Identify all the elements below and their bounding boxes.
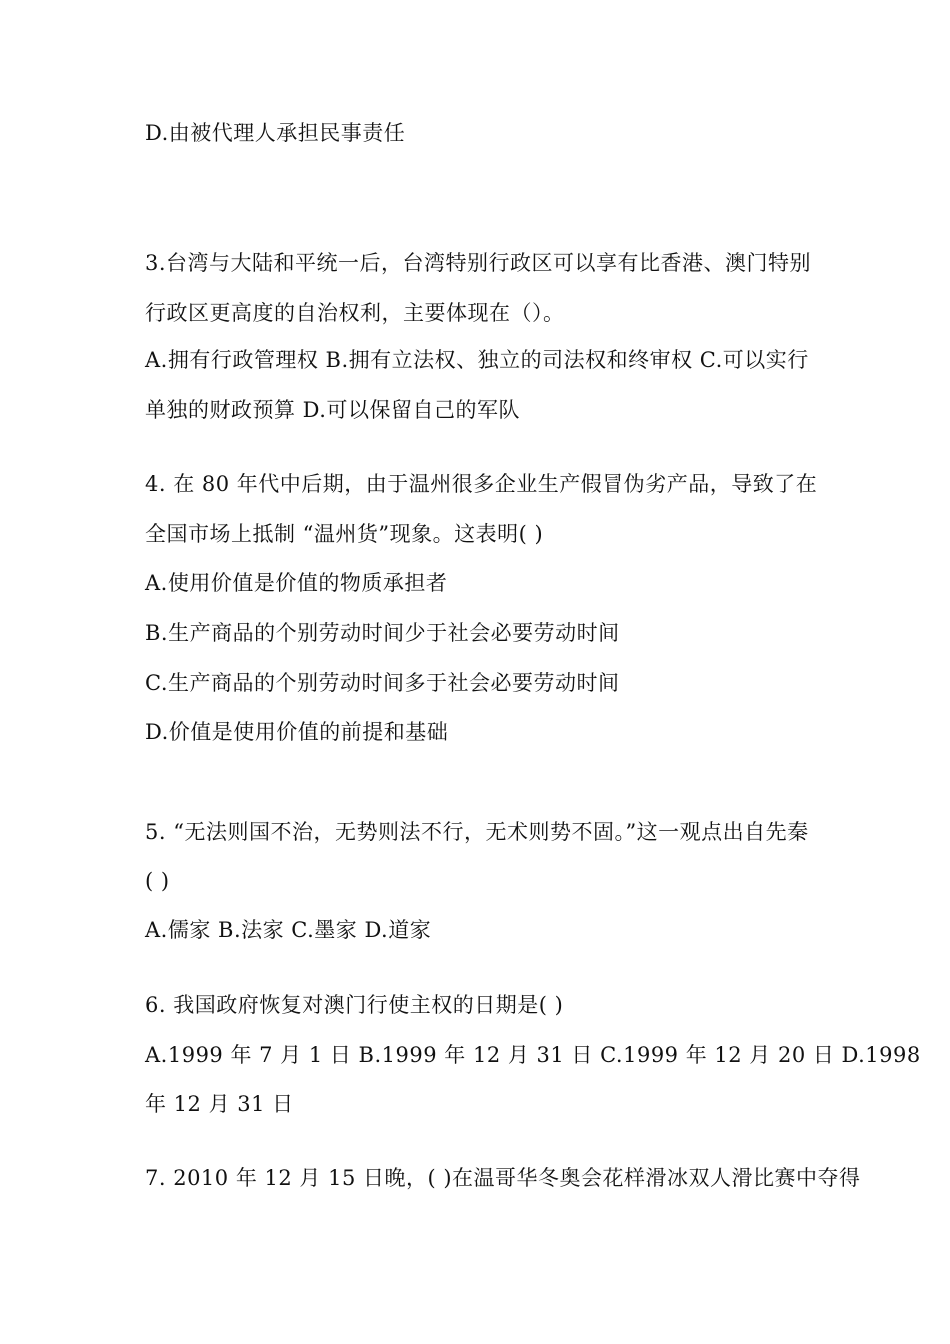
q4-option-d: D.价值是使用价值的前提和基础 [145,720,449,744]
q3-stem-line2: 行政区更高度的自治权利，主要体现在（）。 [145,301,565,325]
q5-options: A.儒家 B.法家 C.墨家 D.道家 [145,918,432,942]
q5-stem-line2: ( ) [145,869,170,893]
q6-stem: 6. 我国政府恢复对澳门行使主权的日期是( ) [145,993,564,1017]
q4-option-b: B.生产商品的个别劳动时间少于社会必要劳动时间 [145,621,620,645]
q5-stem-line1: 5. “无法则国不治，无势则法不行，无术则势不固。”这一观点出自先秦 [145,820,809,844]
q6-options-line2: 年 12 月 31 日 [145,1092,294,1116]
q3-stem-line1: 3.台湾与大陆和平统一后，台湾特别行政区可以享有比香港、澳门特别 [145,251,812,275]
q4-stem-line1: 4. 在 80 年代中后期，由于温州很多企业生产假冒伪劣产品，导致了在 [145,472,818,496]
q6-options-line1: A.1999 年 7 月 1 日 B.1999 年 12 月 31 日 C.1999 年 12 月 20 日 D.1998 [145,1043,921,1067]
q4-stem-line2: 全国市场上抵制 “温州货”现象。这表明( ) [145,522,544,546]
q4-option-c: C.生产商品的个别劳动时间多于社会必要劳动时间 [145,671,620,695]
q4-option-a: A.使用价值是价值的物质承担者 [145,571,448,595]
q3-options-line2: 单独的财政预算 D.可以保留自己的军队 [145,398,520,422]
q2-option-d: D.由被代理人承担民事责任 [145,121,406,145]
q3-options-line1: A.拥有行政管理权 B.拥有立法权、独立的司法权和终审权 C.可以实行 [145,348,809,372]
q7-stem-line1: 7. 2010 年 12 月 15 日晚，( )在温哥华冬奥会花样滑冰双人滑比赛中夺得 [145,1166,861,1190]
